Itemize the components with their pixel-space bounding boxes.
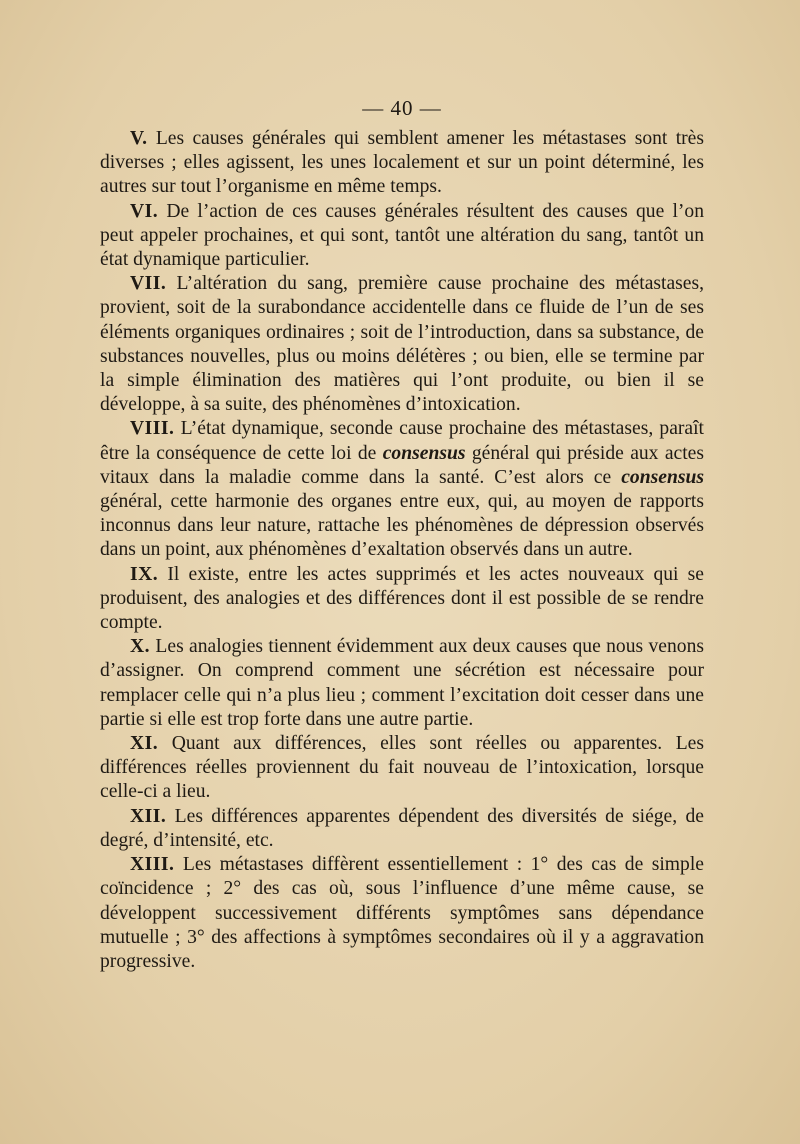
- paragraph-text: L’état dynamique, seconde cause prochaine des métastases, paraît être la conséquence de cette loi de: [100, 418, 704, 464]
- paragraph-number: VIII.: [130, 418, 175, 440]
- paragraph-xiii: [100, 853, 704, 974]
- paragraph-text: Il existe, entre les actes supprimés et les actes nouveaux qui se produisent, des analogies et des différences dont il est possible de se rendre compte.: [100, 563, 704, 634]
- paragraph-ix: [100, 563, 704, 636]
- paragraph-text: Les causes générales qui semblent amener les métastases sont très diverses ; elles agissent, les unes localement et sur un point déterminé, les autres sur tout l’organisme en même temps.: [100, 128, 704, 198]
- paragraph-text: général qui préside aux actes vitaux dans la maladie comme dans la santé. C’est alors ce: [100, 442, 704, 488]
- paragraph-xi: [100, 732, 704, 805]
- italic-term: consensus: [621, 466, 704, 488]
- paragraph-text: Les métastases diffèrent essentiellement : 1° des cas de simple coïncidence ; 2° des cas où, sous l’influence d’une même cause, se développent successivement différents symptômes sans dépendance mutuelle ; 3° des affections à symptômes secondaires où il y a aggravation progressive.: [100, 854, 704, 972]
- paragraph-text: L’altération du sang, première cause prochaine des métastases, provient, soit de la surabondance accidentelle dans ce fluide de l’un de ses éléments organiques ordinaires ; soit de l’introduction, dans sa substance, de substances nouvelles, plus ou moins délétères ; ou bien, elle se termine par la simple élimination des matières qui l’ont produite, ou bien il se développe, à sa suite, des phénomènes d’intoxication.: [100, 273, 705, 416]
- paragraph-number: XI.: [130, 733, 159, 755]
- paragraph-number: V.: [130, 128, 148, 149]
- paragraph-text: Les différences apparentes dépendent des diversités de siége, de degré, d’intensité, etc.: [100, 805, 704, 851]
- paragraph-number: XII.: [130, 805, 167, 827]
- paragraph-v: [100, 127, 704, 200]
- paragraph-xii: [100, 805, 704, 853]
- paragraph-text: Quant aux différences, elles sont réelles ou apparentes. Les différences réelles proviennent du fait nouveau de l’intoxication, lorsque celle-ci a lieu.: [100, 733, 704, 803]
- paragraph-number: X.: [130, 636, 151, 658]
- paragraph-text: général, cette harmonie des organes entre eux, qui, au moyen de rapports inconnus dans leur nature, rattache les phénomènes de dépression observés dans un point, aux phénomènes d’exaltation observés dans un autre.: [100, 491, 704, 561]
- paragraph-number: VII.: [130, 273, 167, 295]
- paragraph-number: XIII.: [130, 854, 175, 876]
- paragraph-number: IX.: [130, 563, 159, 585]
- paragraph-number: VI.: [130, 200, 159, 222]
- page-body: [100, 96, 704, 974]
- page-number: — 40 —: [362, 96, 442, 120]
- paragraph-vii: [100, 272, 704, 417]
- paragraph-text: Les analogies tiennent évidemment aux deux causes que nous venons d’assigner. On comprend comment une sécrétion est nécessaire pour remplacer celle qui n’a plus lieu ; comment l’excitation doit cesser dans une partie si elle est trop forte dans une autre partie.: [100, 636, 704, 730]
- paragraph-text: De l’action de ces causes générales résultent des causes que l’on peut appeler prochaines, et qui sont, tantôt une altération du sang, tantôt un état dynamique particulier.: [100, 200, 705, 271]
- paragraph-viii: [100, 417, 704, 562]
- paragraph-x: [100, 635, 704, 732]
- italic-term: consensus: [382, 442, 466, 464]
- paragraph-vi: [100, 200, 704, 273]
